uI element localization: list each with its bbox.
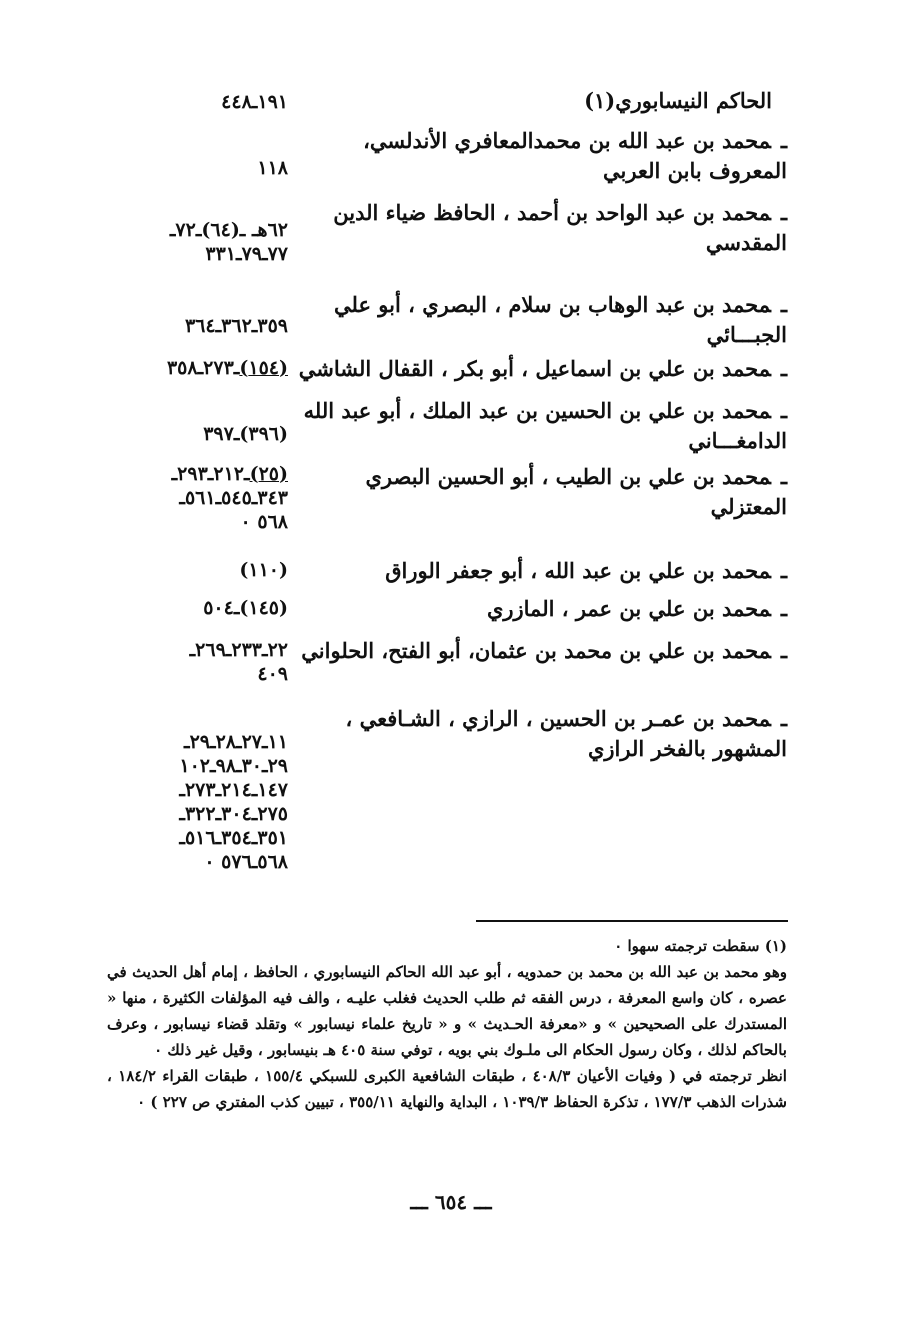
entry-name: ـمحمد بن علي بن الحسين بن عبد الملك ، أبو عبد الله الدامغـــاني <box>303 398 787 453</box>
entry-refs: ١١ـ٢٧ـ٢٨ـ٢٩ـ ٢٩ـ٣٠ـ٩٨ـ١٠٢ ١٤٧ـ٢١٤ـ٢٧٣ـ ٢٧٥ـ٣٠٤ـ٣٢٢ـ ٣٥١ـ٣٥٤ـ٥١٦ـ ٥٦٨ـ٥٧٦ ٠ <box>179 731 288 873</box>
entry-refs: (٢٥)ـ٢١٢ـ٢٩٣ـ ٣٤٣ـ٥٤٥ـ٥٦١ـ ٥٦٨ ٠ <box>171 463 288 533</box>
footnote-separator <box>476 920 788 922</box>
entry-refs: (١١٠) <box>239 559 288 581</box>
entry-refs: ١١٨ <box>257 157 288 179</box>
entry-refs: (٣٩٦)ـ٣٩٧ <box>203 423 288 445</box>
entry-name: ـمحمد بن عبد الواحد بن أحمد ، الحافظ ضياء الدين المقدسي <box>333 200 787 255</box>
entry-refs: ٦٢هـ ـ(٦٤)ـ٧٢ـ ٧٧ـ٧٩ـ٣٣١ <box>169 219 288 265</box>
entry-name: ـمحمد بن علي بن عبد الله ، أبو جعفر الوراق <box>385 558 787 583</box>
entry-dash: ـ <box>780 398 787 423</box>
entry-refs: ٢٢ـ٢٣٣ـ٢٦٩ـ ٤٠٩ <box>189 639 288 685</box>
entry-name: ـمحمد بن علي بن الطيب ، أبو الحسين البصري المعتزلي <box>365 464 787 519</box>
entry-name: الحاكم النيسابوري(١) <box>584 88 772 113</box>
entry-dash: ـ <box>780 638 787 663</box>
entry-dash: ـ <box>780 558 787 583</box>
footnote-biography: وهو محمد بن عبد الله بن محمد بن حمدويه ، أبو عبد الله الحاكم النيسابوري ، الحافظ ، إمام أهل الحديث في عصره ، كان واسع المعرفة ، درس الفقه ثم طلب الحديث فغلب عليـه ، والف فيه المؤلفات الكثيرة ، منها « المستدرك على الصحيحين » و «معرفة الحـديث » و « تاريخ علماء نيسابور » وتقلد قضاء نيسابور ، وعرف بالحاكم لذلك ، وكان رسول الحكام الى ملـوك بني بويه ، توفي سنة ٤٠٥ هـ بنيسابور ، وقيل غير ذلك ٠ <box>107 963 787 1059</box>
entry-dash: ـ <box>780 706 787 731</box>
entry-dash: ـ <box>780 464 787 489</box>
entry-refs: ١٩١ـ٤٤٨ <box>221 91 288 113</box>
page-number: ـــ ٦٥٤ ـــ <box>410 1190 492 1214</box>
entry-refs: ٣٥٩ـ٣٦٢ـ٣٦٤ <box>184 315 288 337</box>
footnotes <box>107 933 787 1115</box>
entry-dash: ـ <box>780 200 787 225</box>
entry-refs: (١٥٤)ـ٢٧٣ـ٣٥٨ <box>166 357 288 379</box>
entry-dash: ـ <box>780 596 787 621</box>
entry-dash: ـ <box>780 128 787 153</box>
entry-name: ـمحمد بن علي بن عمر ، المازري <box>486 596 787 621</box>
entry-refs: (١٤٥)ـ٥٠٤ <box>203 597 288 619</box>
entry-name: ـمحمد بن علي بن اسماعيل ، أبو بكر ، القفال الشاشي <box>298 356 787 381</box>
footnote-sources: انظر ترجمته في ( وفيات الأعيان ٤٠٨/٣ ، طبقات الشافعية الكبرى للسبكي ١٥٥/٤ ، طبقات القراء ١٨٤/٢ ، شذرات الذهب ١٧٧/٣ ، تذكرة الحفاظ ١٠٣٩/٣ ، البداية والنهاية ٣٥٥/١١ ، تبيين كذب المفتري ص ٢٢٧ ) ٠ <box>107 1067 787 1111</box>
entry-name: ـمحمد بن علي بن محمد بن عثمان، أبو الفتح، الحلواني <box>301 638 787 663</box>
entry-name: ـمحمد بن عمـر بن الحسين ، الرازي ، الشـافعي ، المشهور بالفخر الرازي <box>345 706 787 761</box>
footnote-marker-note: (١) سقطت ترجمته سهوا ٠ <box>614 937 787 955</box>
entry-dash: ـ <box>780 356 787 381</box>
entry-name: ـمحمد بن عبد الوهاب بن سلام ، البصري ، أبو علي الجبـــائي <box>333 292 787 347</box>
entry-dash: ـ <box>780 292 787 317</box>
entry-name: ـمحمد بن عبد الله بن محمدالمعافري الأندلسي، المعروف بابن العربي <box>363 128 787 183</box>
